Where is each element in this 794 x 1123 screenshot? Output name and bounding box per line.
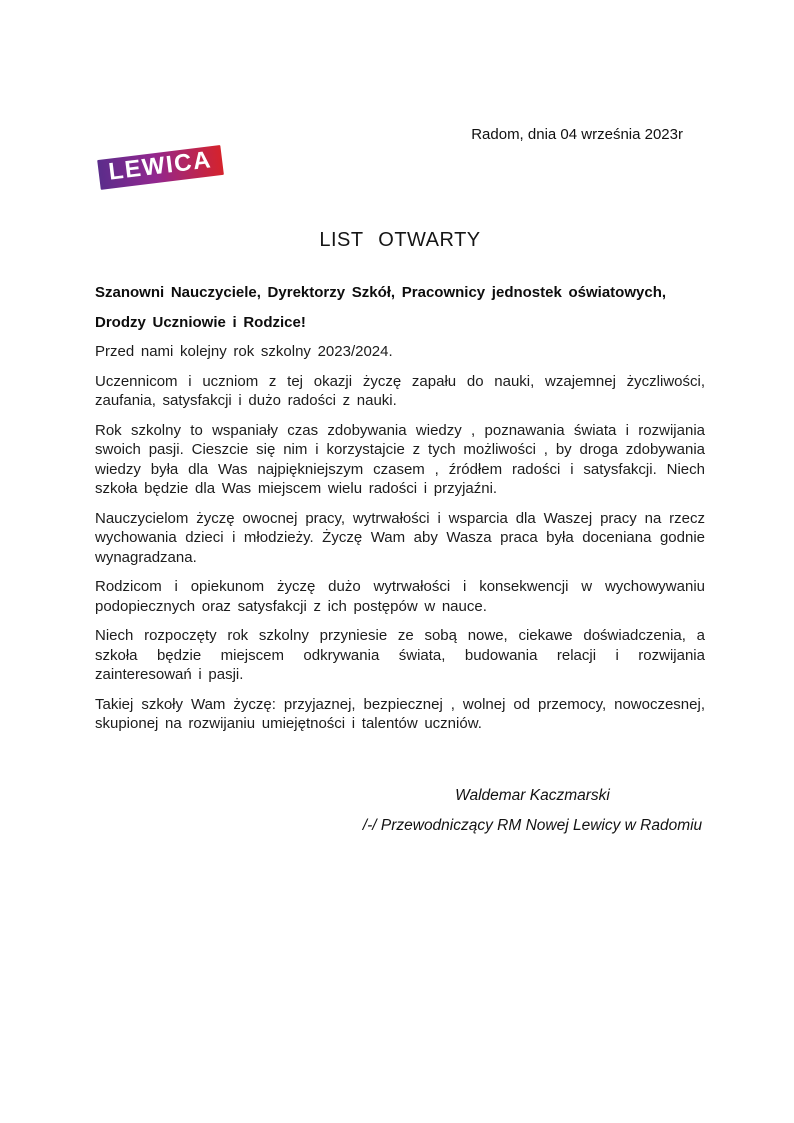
signature-block [325,787,740,835]
letter-paragraph: Przed nami kolejny rok szkolny 2023/2024. [95,343,393,360]
lewica-logo [97,145,223,190]
letter-paragraph: Uczennicom i uczniom z tej okazji życzę zapału do nauki, wzajemnej życzliwości, zaufania, satysfakcji i dużo radości z nauki. [95,372,705,409]
signature-role: /-/ Przewodniczący RM Nowej Lewicy w Radomiu [362,817,703,834]
letter-paragraph: Takiej szkoły Wam życzę: przyjaznej, bezpiecznej , wolnej od przemocy, nowoczesnej, skupionej na rozwijaniu umiejętności i talentów uczniów. [95,695,705,732]
letter-paragraph: Rok szkolny to wspaniały czas zdobywania wiedzy , poznawania świata i rozwijania swoich pasji. Cieszcie się nim i korzystajcie z tych możliwości , by droga zdobywania wiedzy była dla Was najpiękniejszym czasem , źródłem radości i satysfakcji. Niech szkoła będzie dla Was miejscem wielu radości i przyjaźni. [95,421,705,497]
letter-title: LIST OTWARTY [319,229,481,251]
date-line: Radom, dnia 04 września 2023r [471,126,683,143]
letter-paragraph: Niech rozpoczęty rok szkolny przyniesie ze sobą nowe, ciekawe doświadczenia, a szkoła będzie miejscem odkrywania świata, budowania relacji i rozwijania zainteresowań i pasji. [95,627,705,683]
greeting-line-2: Drodzy Uczniowie i Rodzice! [95,313,306,331]
greeting-line-1: Szanowni Nauczyciele, Dyrektorzy Szkół, Pracownicy jednostek oświatowych, [95,284,667,301]
lewica-logo-text: LEWICA [107,146,214,186]
letter-paragraph: Nauczycielom życzę owocnej pracy, wytrwałości i wsparcia dla Waszej pracy na rzecz wychowania dzieci i młodzieży. Życzę Wam aby Wasza praca była doceniana godnie wynagradzana. [95,509,705,566]
signature-name: Waldemar Kaczmarski [455,787,610,804]
letter-body [95,283,705,744]
letter-paragraph: Rodzicom i opiekunom życzę dużo wytrwałości i konsekwencji w wychowywaniu podopiecznych oraz satysfakcji z ich postępów w nauce. [95,578,705,615]
